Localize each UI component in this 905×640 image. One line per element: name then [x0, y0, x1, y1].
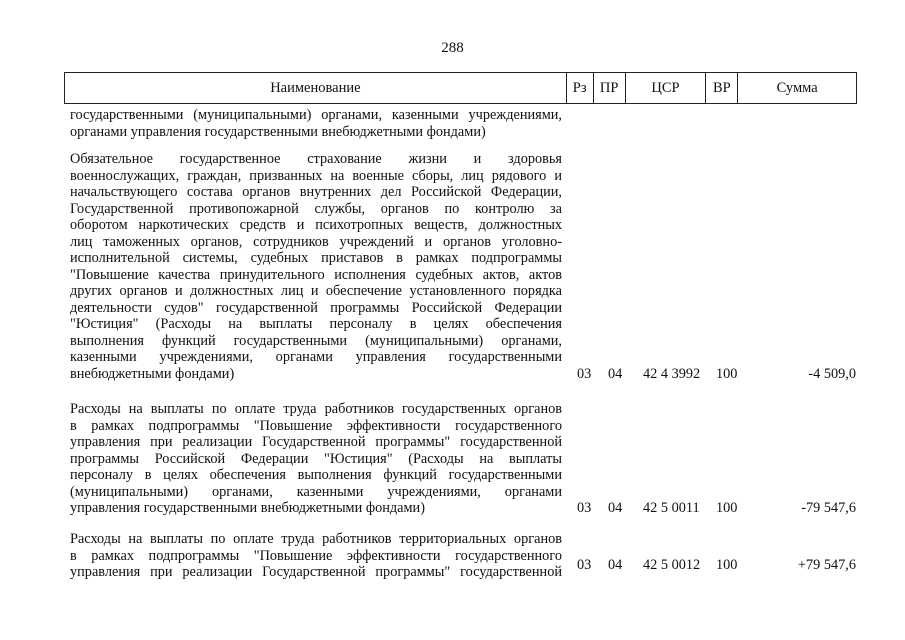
description-line: управления при реализации Государственной программы" государственной	[70, 434, 562, 450]
cell-sum: -79 547,6	[801, 500, 856, 516]
description-line: лиц таможенных органов, сотрудников учреждений и органов уголовно-	[70, 233, 562, 250]
table-row	[70, 401, 860, 517]
cell-csr: 42 4 3992	[643, 366, 701, 382]
description-line: выполнения функций государственными (муниципальными) органами,	[70, 332, 562, 349]
row-description	[70, 401, 562, 517]
cell-csr: 42 5 0012	[643, 557, 701, 573]
description-line: (муниципальными) органами, казенными учреждениями, органами	[70, 483, 562, 500]
table-row	[70, 151, 860, 382]
cell-sum: +79 547,6	[797, 557, 856, 573]
description-line: "Повышение качества принудительного исполнения судебных актов, актов	[70, 266, 562, 283]
cell-pr: 04	[608, 557, 623, 573]
description-line: "Юстиция" (Расходы на выплаты персоналу в целях обеспечения	[70, 316, 562, 332]
column-header-rz: Рз	[566, 73, 593, 103]
cell-rz: 03	[577, 557, 592, 573]
table-row	[70, 107, 860, 140]
cell-pr: 04	[608, 366, 623, 382]
description-line: управления государственными внебюджетными фондами)	[70, 500, 425, 516]
column-header-pr: ПР	[593, 73, 625, 103]
cell-vr: 100	[716, 557, 738, 573]
description-line: органами управления государственными внебюджетными фондами)	[70, 123, 486, 140]
cell-vr: 100	[716, 500, 738, 516]
description-line: персоналу в целях обеспечения выполнения функций государственными	[70, 467, 562, 483]
description-line: государственными (муниципальными) органами, казенными учреждениями,	[70, 107, 562, 123]
description-line: исполнительной системы, судебных приставов в рамках подпрограммы	[70, 250, 562, 266]
description-line: в рамках подпрограммы "Повышение эффективности государственного	[70, 417, 562, 434]
cell-vr: 100	[716, 366, 738, 382]
description-line: оборотом наркотических средств и психотропных веществ, должностных	[70, 217, 562, 233]
row-description	[70, 107, 562, 140]
column-header-vr: ВР	[705, 73, 737, 103]
page-number: 288	[441, 40, 464, 56]
row-description	[70, 151, 562, 382]
description-line: программы Российской Федерации "Юстиция" (Расходы на выплаты	[70, 450, 562, 467]
description-line: управления при реализации Государственной программы" государственной	[70, 564, 562, 580]
description-line: других органов и должностных лиц и обеспечение установленного порядка	[70, 283, 562, 299]
table-row	[70, 531, 860, 581]
cell-csr: 42 5 0011	[643, 500, 700, 516]
cell-sum: -4 509,0	[808, 366, 856, 382]
table-header	[64, 72, 857, 104]
description-line: деятельности судов" государственной программы Российской Федерации	[70, 299, 562, 316]
description-line: начальствующего состава органов внутренних дел Российской Федерации,	[70, 184, 562, 200]
cell-rz: 03	[577, 500, 592, 516]
column-header-sum: Сумма	[737, 73, 856, 103]
description-line: в рамках подпрограммы "Повышение эффективности государственного	[70, 547, 562, 564]
description-line: Расходы на выплаты по оплате труда работников государственных органов	[70, 401, 562, 417]
row-description	[70, 531, 562, 581]
description-line: Расходы на выплаты по оплате труда работников территориальных органов	[70, 531, 562, 547]
description-line: казенными учреждениями, органами управления государственными	[70, 349, 562, 365]
column-header-csr: ЦСР	[625, 73, 706, 103]
column-header-name: Наименование	[270, 79, 361, 96]
cell-rz: 03	[577, 366, 592, 382]
cell-pr: 04	[608, 500, 623, 516]
description-line: Обязательное государственное страхование жизни и здоровья	[70, 151, 562, 167]
description-line: внебюджетными фондами)	[70, 365, 235, 382]
description-line: Государственной противопожарной службы, органов по контролю за	[70, 200, 562, 217]
description-line: военнослужащих, граждан, призванных на военные сборы, лиц рядового и	[70, 167, 562, 184]
